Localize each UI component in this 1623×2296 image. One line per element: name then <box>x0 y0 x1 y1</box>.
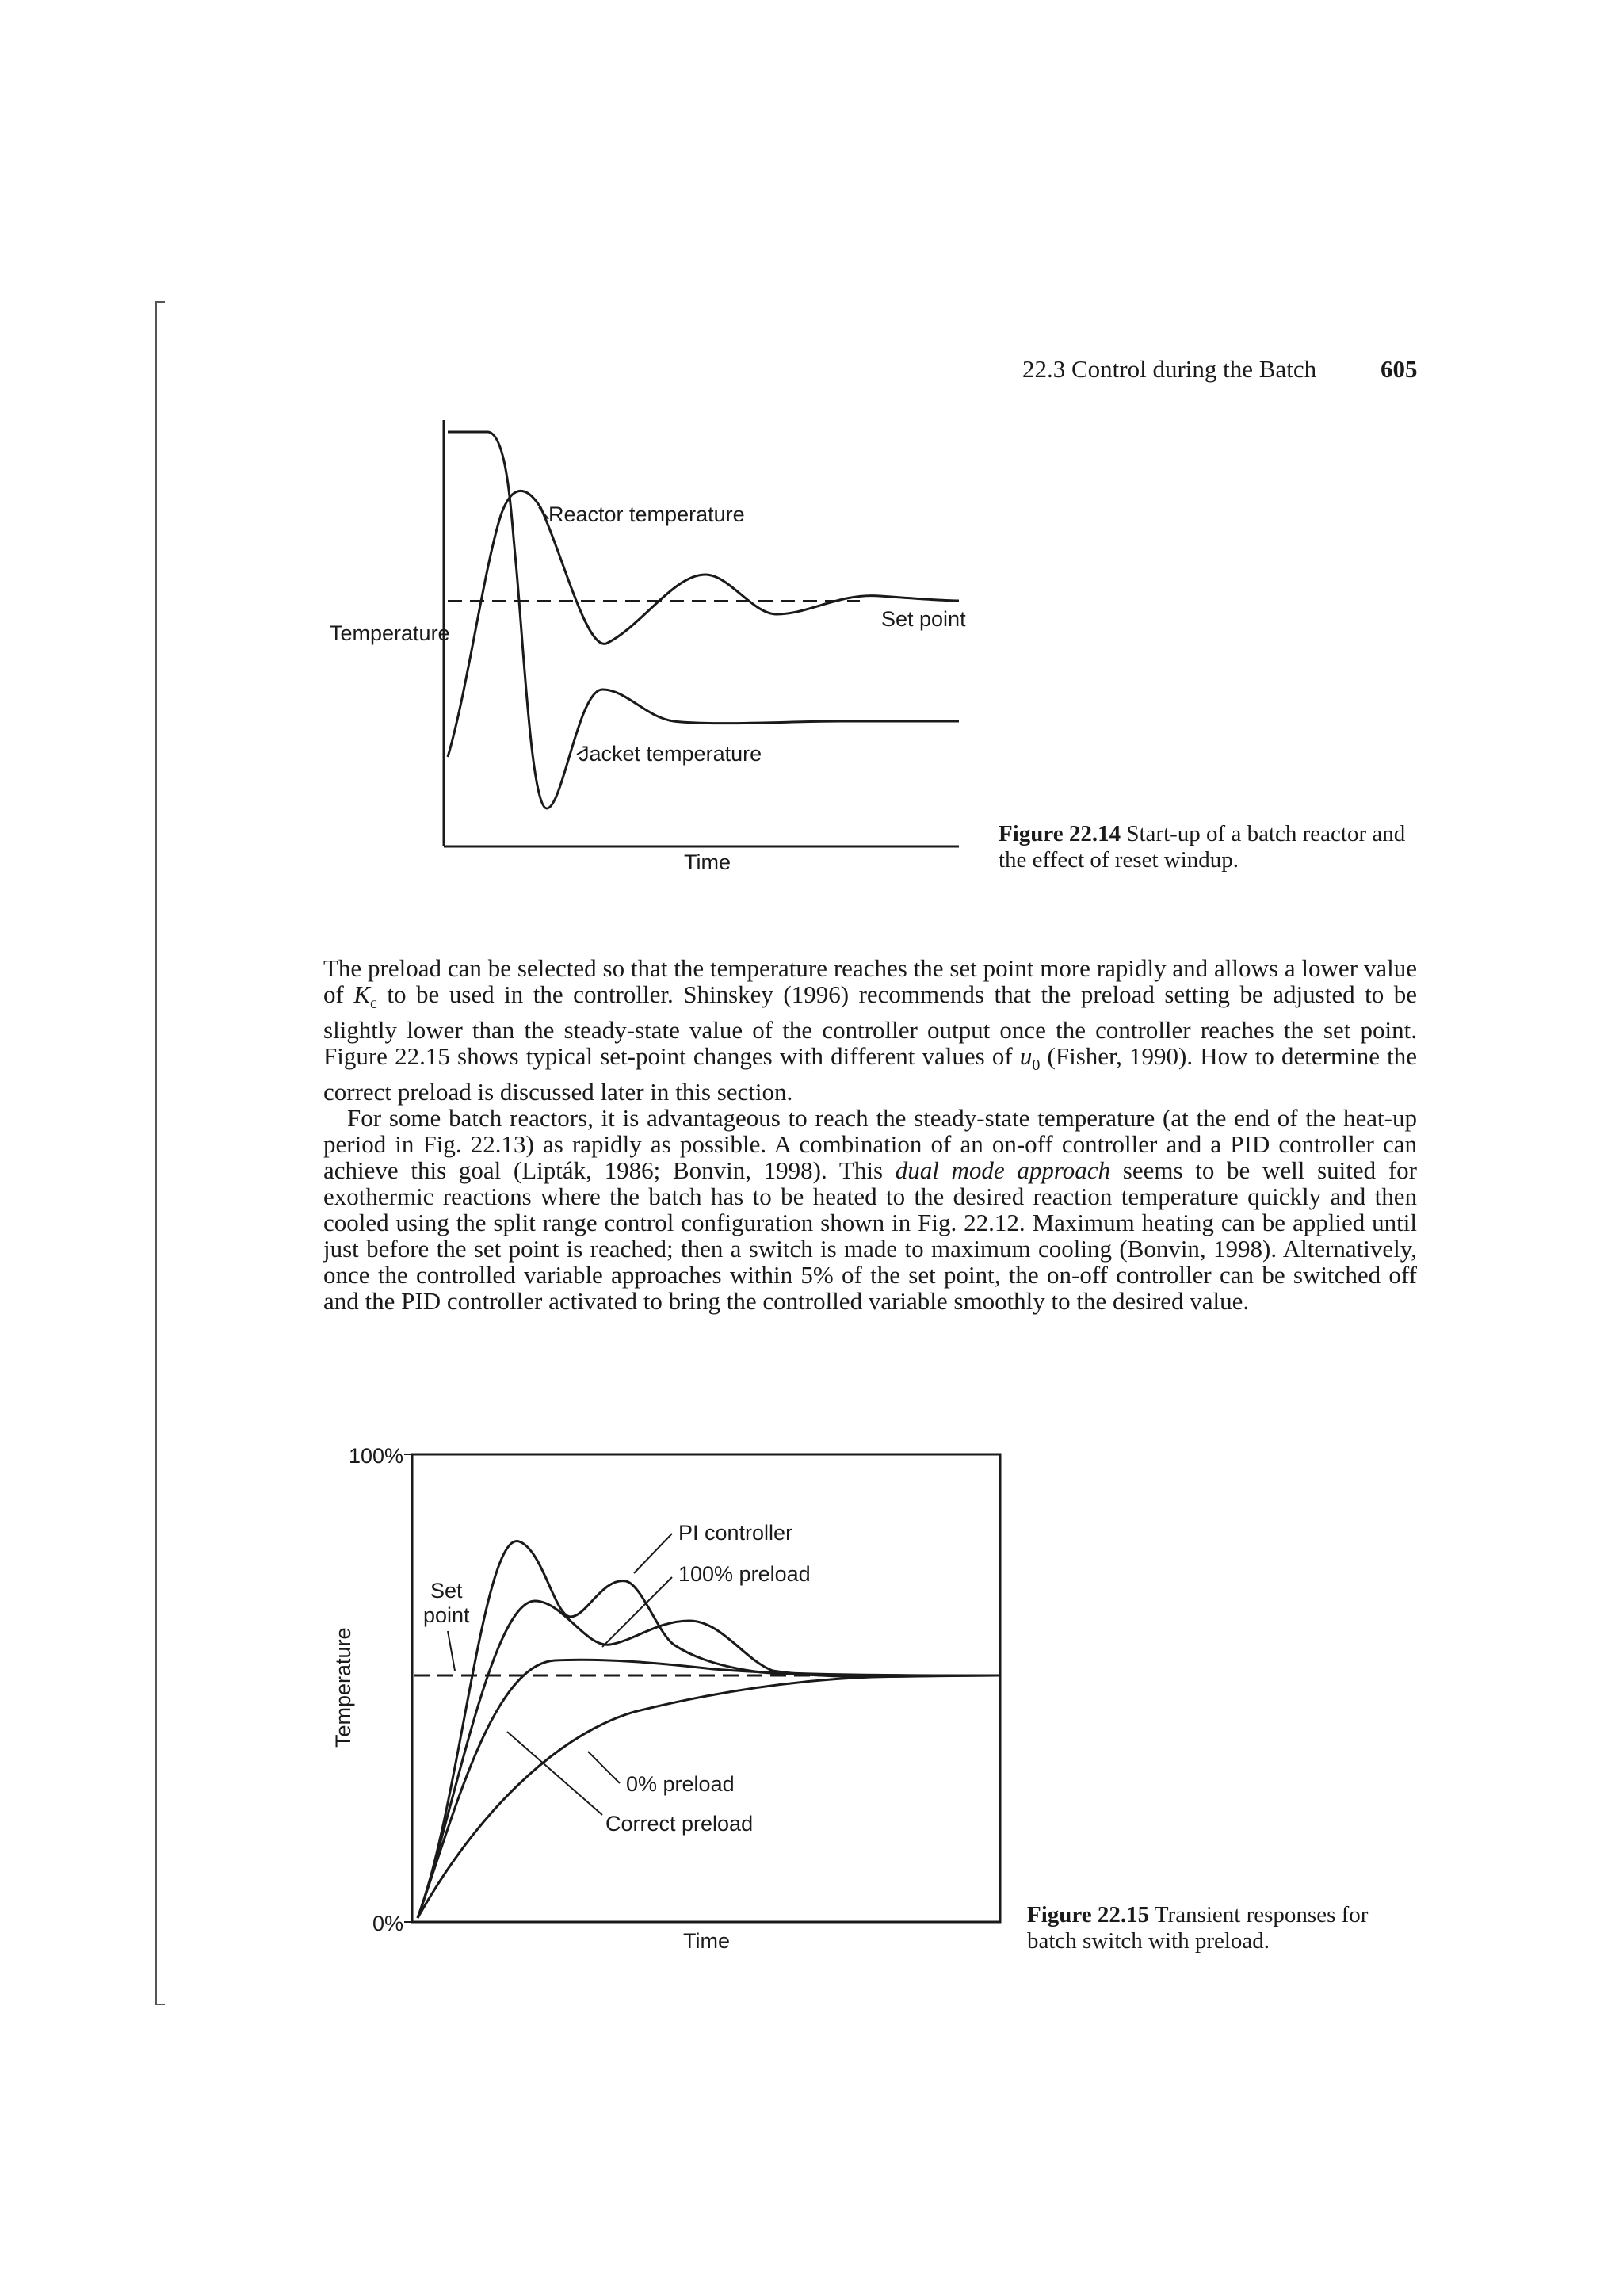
fig15-correct-label: Correct preload <box>605 1812 754 1836</box>
fig15-0-preload-leader <box>588 1752 620 1783</box>
fig14-jacket-label: Jacket temperature <box>579 742 762 766</box>
fig15-0-preload-curve <box>418 1675 997 1918</box>
fig15-y-bottom: 0% <box>372 1912 404 1935</box>
fig15-correct-leader <box>507 1732 602 1815</box>
fig15-pi-curve <box>418 1541 997 1918</box>
kc-symbol: K <box>353 980 371 1008</box>
fig14-x-label: Time <box>684 850 731 874</box>
fig15-set-label-2: point <box>423 1603 470 1627</box>
body-text <box>323 955 1417 1314</box>
figure-22-15 <box>0 1411 1623 1981</box>
fig14-caption-number: Figure 22.14 <box>999 821 1121 846</box>
fig14-y-label: Temperature <box>330 621 450 645</box>
dual-mode-approach: dual mode approach <box>895 1156 1111 1185</box>
page-number: 605 <box>1381 355 1418 383</box>
header-section: 22.3 Control during the Batch <box>1022 355 1317 383</box>
fig15-y-label: Temperature <box>331 1627 355 1748</box>
figure-22-14 <box>0 0 1623 919</box>
fig15-pi-label: PI controller <box>678 1521 793 1545</box>
fig15-caption-number: Figure 22.15 <box>1027 1902 1150 1927</box>
fig15-caption <box>1027 1902 1392 1954</box>
p2-part-b: seems to be well suited for exothermic reactions where the batch has to be heated to the desired reaction temperature quickly and then cooled using the split range control configuration shown in Fig. 22.12. Maximum heating can be applied until just before the set point is reached; then a switch is made to maximum cooling (Bonvin, 1998). Alternatively, once the controlled variable approaches within 5% of the set point, the on-off controller can be switched off and the PID controller activated to bring the controlled variable smoothly to the desired value. <box>323 1156 1417 1316</box>
fig15-caption-text: Transient responses for batch switch with preload. <box>1027 1902 1369 1954</box>
fig15-x-label: Time <box>683 1929 730 1953</box>
p1-part-c: (Fisher, 1990). How to determine the correct preload is discussed later in this section. <box>323 1042 1417 1106</box>
fig14-caption <box>999 821 1426 873</box>
margin-bar-bottom <box>155 2004 165 2005</box>
fig15-y-top: 100% <box>349 1444 404 1468</box>
fig15-set-label-1: Set <box>430 1579 463 1603</box>
fig14-reactor-label: Reactor temperature <box>548 502 745 526</box>
p1-part-a: The preload can be selected so that the temperature reaches the set point more rapidly and allows a lower value of <box>323 954 1417 1008</box>
p2-part-a: For some batch reactors, it is advantageous to reach the steady-state temperature (at the end of the heat-up period in Fig. 22.13) as rapidly as possible. A combination of an on-off controller and a PID controller can achieve this goal (Lipták, 1986; Bonvin, 1998). This <box>323 1104 1417 1185</box>
fig15-0-label: 0% preload <box>626 1772 735 1796</box>
u0-subscript: 0 <box>1032 1056 1041 1075</box>
fig14-caption-text: Start-up of a batch reactor and the effect of reset windup. <box>999 821 1406 873</box>
u0-symbol: u <box>1019 1042 1033 1071</box>
fig14-set-point-label: Set point <box>881 607 966 631</box>
paragraph-2 <box>323 1105 1417 1314</box>
p1-part-b: to be used in the controller. Shinskey (1996) recommends that the preload setting be adjusted to be slightly lower than the steady-state value of the controller output once the controller reaches the set point. Figure 22.15 shows typical set-point changes with different values of <box>323 980 1417 1071</box>
fig15-100-preload-curve <box>418 1601 997 1918</box>
paragraph-1 <box>323 955 1417 1105</box>
kc-subscript: c <box>370 995 377 1013</box>
fig15-set-point-leader <box>448 1631 455 1671</box>
fig15-100-label: 100% preload <box>678 1562 811 1586</box>
fig15-pi-leader <box>634 1534 672 1573</box>
